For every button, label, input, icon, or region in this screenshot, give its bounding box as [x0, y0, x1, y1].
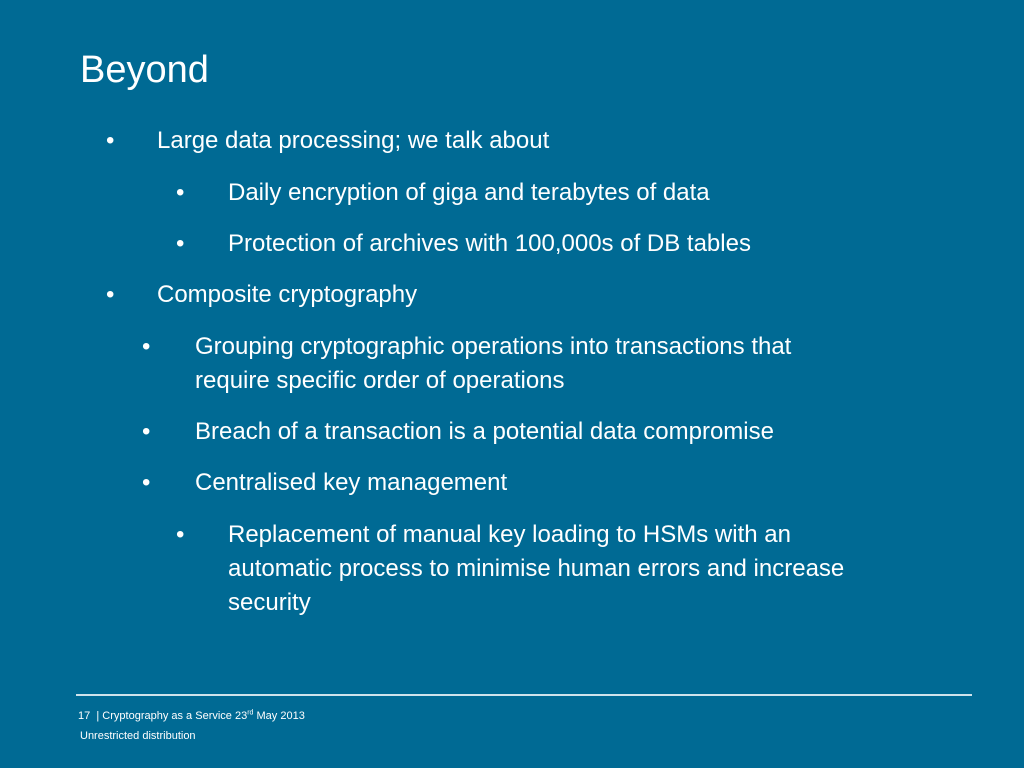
bullet-text: Centralised key management — [195, 469, 508, 496]
bullet-text-continuation: automatic process to minimise human errors and increase — [228, 555, 845, 582]
footer-divider — [76, 694, 972, 696]
footer-caption — [78, 709, 305, 723]
bullet-text: Grouping cryptographic operations into transactions that — [195, 333, 792, 360]
bullet-dot: • — [142, 418, 151, 445]
page-number: 17 — [78, 710, 91, 722]
bullet-dot: • — [176, 230, 185, 257]
bullet-text: Large data processing; we talk about — [157, 127, 550, 154]
bullet-text: Daily encryption of giga and terabytes of data — [228, 179, 710, 206]
bullet-text: Protection of archives with 100,000s of DB tables — [228, 230, 751, 257]
bullet-dot: • — [176, 179, 185, 206]
bullet-dot: • — [176, 521, 185, 548]
bullet-text: Replacement of manual key loading to HSMs with an — [228, 521, 791, 548]
bullet-dot: • — [142, 469, 151, 496]
bullet-text-continuation: security — [228, 589, 311, 616]
distribution-label: Unrestricted distribution — [80, 730, 196, 742]
footer-date: May 2013 — [256, 710, 305, 722]
deck-title: Cryptography as a Service 23 — [102, 710, 248, 722]
bullet-dot: • — [142, 333, 151, 360]
bullet-dot: • — [106, 127, 115, 154]
bullet-dot: • — [106, 281, 115, 308]
bullet-text: Breach of a transaction is a potential data compromise — [195, 418, 774, 445]
bullet-text-continuation: require specific order of operations — [195, 367, 565, 394]
footer-separator: | — [96, 710, 100, 722]
slide-title: Beyond — [80, 49, 209, 91]
bullet-text: Composite cryptography — [157, 281, 418, 308]
date-superscript: rd — [247, 709, 254, 717]
